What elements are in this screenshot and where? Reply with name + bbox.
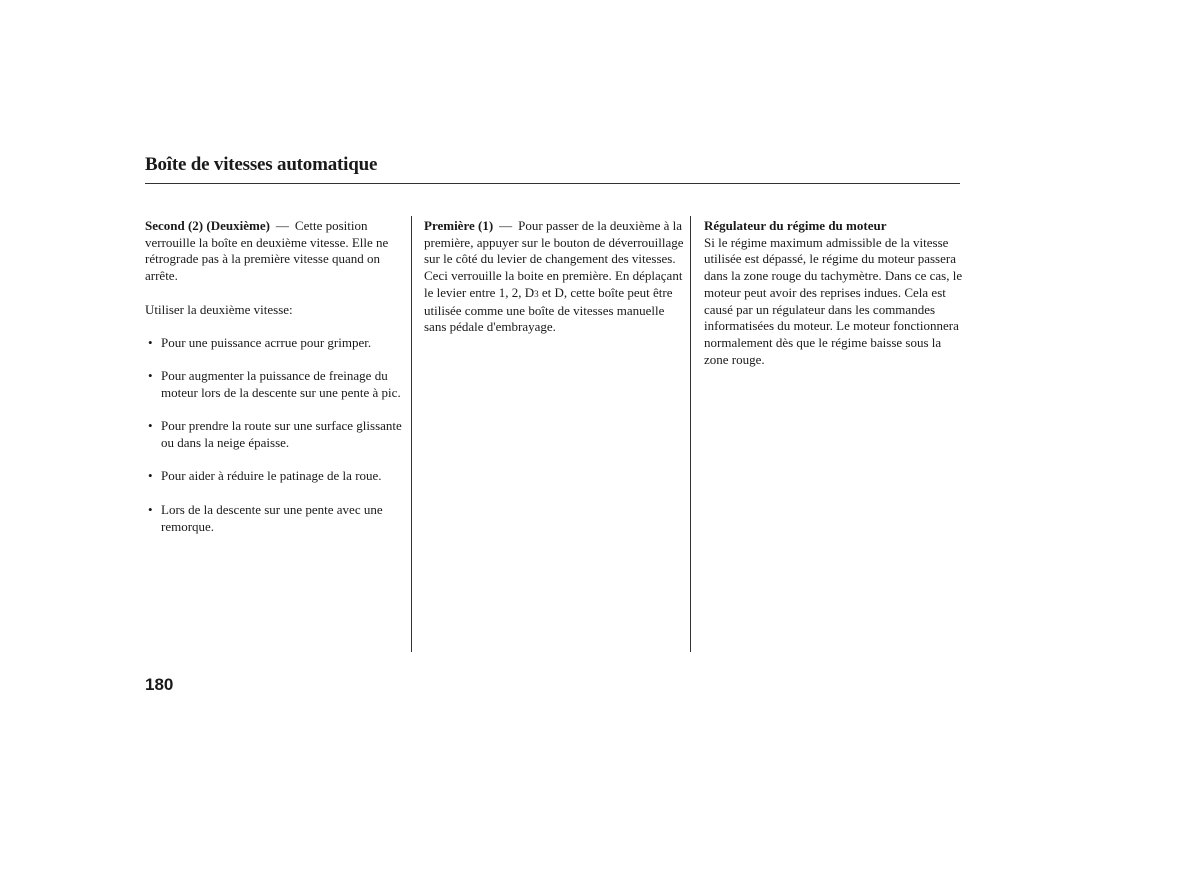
d3-subscript: 3 xyxy=(534,288,539,299)
em-dash: — xyxy=(499,218,513,233)
rev-limiter-text: Si le régime maximum admissible de la vitesse utilisée est dépassé, le régime du moteur passera dans la zone rouge du tachymètre. Dans ce cas, le moteur peut avoir des reprises indues. Cela est causé par un régulateur dans les commandes informatisées du moteur. Le moteur fonctionnera normalement dès que le régime baisse sous la zone rouge. xyxy=(704,234,963,367)
list-item xyxy=(145,335,407,352)
em-dash: — xyxy=(275,218,289,233)
column-divider xyxy=(690,216,691,652)
column-first-gear xyxy=(424,218,684,336)
second-gear-paragraph xyxy=(145,218,407,285)
bullet-icon: • xyxy=(148,368,153,384)
bullet-icon: • xyxy=(148,418,153,434)
list-item-text: Pour une puissance acrrue pour grimper. xyxy=(161,334,372,350)
second-gear-lead: Utiliser la deuxième vitesse: xyxy=(145,301,293,317)
column-second-gear xyxy=(145,218,407,535)
column-divider xyxy=(411,216,412,652)
first-gear-text-b: et D, cette boîte peut être utilisée comme une boîte de vitesses manuelle sans pédale d'embrayage. xyxy=(424,284,673,335)
bullet-icon: • xyxy=(148,468,153,484)
list-item-text: Pour prendre la route sur une surface glissante ou dans la neige épaisse. xyxy=(161,418,402,451)
list-item xyxy=(145,468,407,485)
second-gear-heading: Second (2) (Deuxième) xyxy=(145,218,270,233)
page-title: Boîte de vitesses automatique xyxy=(145,154,378,175)
list-item xyxy=(145,502,407,535)
list-item-text: Lors de la descente sur une pente avec une remorque. xyxy=(161,501,383,534)
list-item xyxy=(145,368,407,401)
bullet-icon: • xyxy=(148,501,153,517)
rev-limiter-heading: Régulateur du régime du moteur xyxy=(704,218,887,233)
first-gear-heading: Première (1) xyxy=(424,218,494,233)
second-gear-intro: Cette position verrouille la boîte en deuxième vitesse. Elle ne rétrograde pas à la première vitesse quand on arrête. xyxy=(145,218,389,284)
list-item xyxy=(145,418,407,451)
bullet-icon: • xyxy=(148,334,153,350)
list-item-text: Pour aider à réduire le patinage de la roue. xyxy=(161,468,382,484)
page-number: 180 xyxy=(145,675,174,694)
title-rule xyxy=(145,183,960,184)
first-gear-text-a: Pour passer de la deuxième à la première, appuyer sur le bouton de déverrouillage sur le côté du levier de changement des vitesses. Ceci verrouille la boite en première. En déplaçant le levier entre 1, 2, D xyxy=(424,218,684,300)
column-rev-limiter xyxy=(704,218,964,368)
first-gear-paragraph xyxy=(424,218,684,336)
list-item-text: Pour augmenter la puissance de freinage du moteur lors de la descente sur une pente à pic. xyxy=(161,368,401,400)
